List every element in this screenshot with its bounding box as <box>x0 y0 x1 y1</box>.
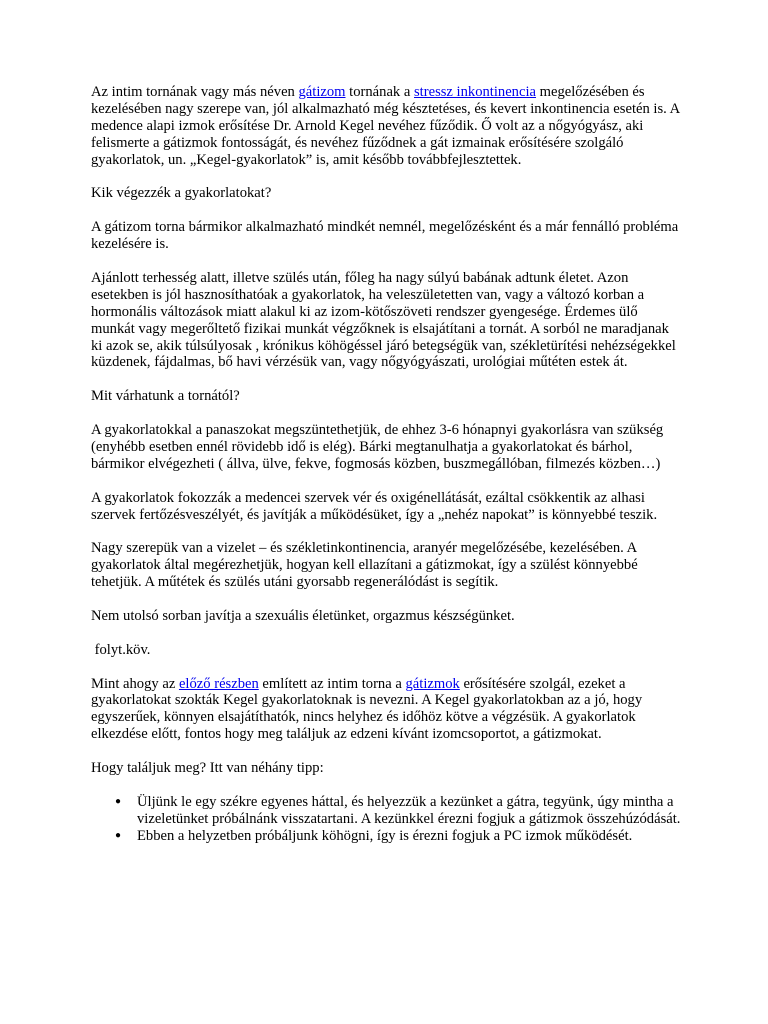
intro-paragraph <box>91 84 681 169</box>
text-run: Az intim tornának vagy más néven <box>91 84 299 100</box>
paragraph-sexual-life: Nem utolsó sorban javítja a szexuális életünket, orgazmus készségünket. <box>91 607 515 624</box>
list-item-text: Üljünk le egy székre egyenes háttal, és helyezzük a kezünket a gátra, tegyünk, úgy mintha a vizeletünket próbálnánk visszatartani. A kezünkkel érezni fogjuk a gátizmok összehúzódását. <box>137 793 681 827</box>
paragraph-how-to-find: Hogy találjuk meg? Itt van néhány tipp: <box>91 760 324 777</box>
paragraph-to-be-continued: folyt.köv. <box>91 641 151 658</box>
text-run: Mint ahogy az <box>91 675 179 692</box>
bullet-icon: ● <box>115 829 122 841</box>
list-item <box>115 827 681 845</box>
list-item-text: Ebben a helyzetben próbáljunk köhögni, így is érezni fogjuk a PC izmok működését. <box>137 827 633 844</box>
tips-list <box>91 794 681 845</box>
document-body <box>91 84 681 845</box>
text-run: említett az intim torna a <box>258 675 406 692</box>
paragraph-both-sexes: A gátizom torna bármikor alkalmazható mindkét nemnél, megelőzésként és a már fennálló probléma kezelésére is. <box>91 219 679 253</box>
link-stressz-inkontinencia[interactable]: stressz inkontinencia <box>414 84 536 100</box>
link-elozo-reszben[interactable]: előző részben <box>178 675 259 692</box>
paragraph-kegel <box>91 676 681 744</box>
section-heading-who: Kik végezzék a gyakorlatokat? <box>91 185 272 202</box>
paragraph-results: A gyakorlatokkal a panaszokat megszüntethetjük, de ehhez 3-6 hónapnyi gyakorlásra van szükség (enyhébb esetben ennél rövidebb idő is elég). Bárki megtanulhatja a gyakorlatokat és bárhol, bármikor elvégezheti ( állva, ülve, fekve, fogmosás közben, buszmegállóban, filmezés közben…) <box>91 422 664 472</box>
bullet-icon: ● <box>115 795 122 807</box>
text-run: erősítésére szolgál, ezeket a gyakorlatokat szokták Kegel gyakorlatoknak is nevezni. A Kegel gyakorlatokban az a jó, hogy egyszerűek, könnyen elsajátíthatók, nincs helyhez és időhöz kötve a végzésük. A gyakorlatok elkezdése előtt, fontos hogy meg találjuk az edzeni kívánt izomcsoportot, a gátizmokat. <box>91 675 643 743</box>
text-run: tornának a <box>345 84 414 100</box>
link-gatizom[interactable]: gátizom <box>298 84 346 100</box>
paragraph-recommended: Ajánlott terhesség alatt, illetve szülés után, főleg ha nagy súlyú babának adtunk életet. Azon esetekben is jól hasznosíthatóak a gyakorlatok, ha veleszületetten van, vagy a változó korban a hormonális változások miatt alakul ki az izom-kötőszöveti rendszer gyengesége. Érdemes ülő munkát vagy megerőltető fizikai munkát végzőknek is elsajátítani a tornát. A sorból ne maradjanak ki azok se, akik túlsúlyosak , krónikus köhögéssel járó betegségük van, székletürítési nehézségekkel küzdenek, fájdalmas, bő havi vérzésük van, vagy nőgyógyászati, urológiai műtéten estek át. <box>91 269 676 371</box>
paragraph-incontinence: Nagy szerepük van a vizelet – és székletinkontinencia, aranyér megelőzésébe, kezelésében. A gyakorlatok által megérezhetjük, hogyan kell ellazítani a gátizmokat, így a szülést könnyebbé tehetjük. A műtétek és szülés utáni gyorsabb regenerálódást is segítik. <box>91 540 638 591</box>
list-item <box>115 793 681 828</box>
paragraph-blood-supply: A gyakorlatok fokozzák a medencei szervek vér és oxigénellátását, ezáltal csökkentik az alhasi szervek fertőzésveszélyét, és javítják a működésüket, így a „nehéz napokat” is könnyebbé teszik. <box>91 489 658 523</box>
section-heading-expect: Mit várhatunk a tornától? <box>91 388 240 405</box>
text-run: megelőzésében és kezelésében nagy szerepe van, jól alkalmazható még késztetéses, és kevert inkontinencia esetén is. A medence alapi izmok erősítése Dr. Arnold Kegel nevéhez fűződik. Ő volt az a nőgyógyász, aki felismerte a gátizmok fontosságát, és nevéhez fűződnek a gát izmainak erősítésére szolgáló gyakorlatok, un. „Kegel-gyakorlatok” is, amit később továbbfejlesztettek. <box>91 84 680 168</box>
link-gatizmok[interactable]: gátizmok <box>405 675 460 692</box>
